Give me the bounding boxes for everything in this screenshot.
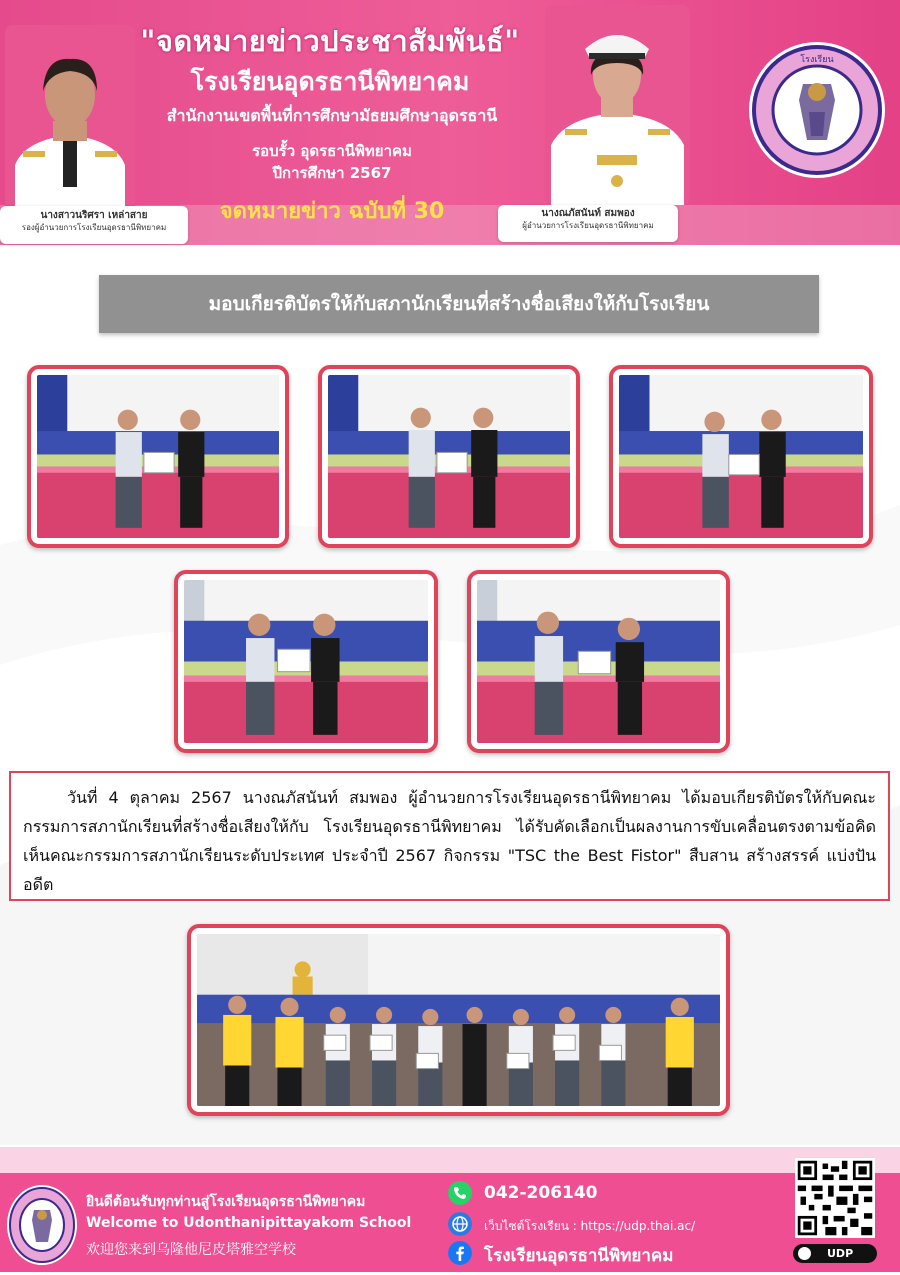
footer-top-band: [0, 1147, 900, 1175]
welcome-chinese: 欢迎您来到乌隆他尼皮塔雅空学校: [86, 1242, 296, 1258]
svg-text:โรงเรียน: โรงเรียน: [800, 55, 834, 65]
director-name: นางณภัสนันท์ สมพอง: [541, 208, 635, 219]
globe-icon: [448, 1212, 472, 1236]
education-office: สำนักงานเขตพื้นที่การศึกษามัธยมศึกษาอุดรธานี: [166, 106, 498, 125]
group-photo: [187, 924, 730, 1116]
mobile-icon: [798, 1247, 811, 1260]
newsletter-header: [0, 0, 900, 245]
facebook-icon: [448, 1241, 472, 1265]
award-photo-3: [609, 365, 873, 548]
welcome-english: Welcome to Udonthanipittayakom School: [86, 1215, 412, 1231]
school-name: โรงเรียนอุดรธานีพิทยาคม: [190, 67, 470, 96]
award-photo-4: [174, 570, 438, 753]
award-photo-5: [467, 570, 730, 753]
school-seal-icon: [747, 40, 887, 180]
phone-icon: [448, 1181, 472, 1205]
director-role: ผู้อำนวยการโรงเรียนอุดรธานีพิทยาคม: [522, 221, 654, 230]
column-name: รอบรั้ว อุดรธานีพิทยาคม: [252, 142, 412, 160]
website-url: เว็บไซต์โรงเรียน : https://udp.thai.ac/: [484, 1219, 696, 1233]
qr-label-badge: [793, 1244, 877, 1263]
news-body-text: วันที่ 4 ตุลาคม 2567 นางณภัสนันท์ สมพอง ผู้อำนวยการโรงเรียนอุดรธานีพิทยาคม ได้มอบเกียรติบัตรให้กับคณะกรรมการสภานักเรียนที่สร้างชื่อเสียงให้กับ โรงเรียนอุดรธานีพิทยาคม ได้รับคัดเลือกเป็นผลงานการขับเคลื่อนตรงตามข้อคิดเห็นคณะกรรมการสภานักเรียนระดับประเทศ ประจำปี 2567 กิจกรรม "TSC the Best Fistor" สืบสาน สร้างสรรค์ แบ่งปันอดีต: [23, 788, 876, 894]
news-body: [9, 771, 890, 901]
director-portrait: [545, 5, 690, 205]
facebook-page: โรงเรียนอุดรธานีพิทยาคม: [484, 1246, 674, 1266]
deputy-name: นางสาวนริศรา เหล่าสาย: [40, 210, 148, 221]
academic-year: ปีการศึกษา 2567: [272, 164, 392, 182]
issue-number: จดหมายข่าว ฉบับที่ 30: [219, 199, 445, 224]
section-heading: มอบเกียรติบัตรให้กับสภานักเรียนที่สร้างชื่อเสียงให้กับโรงเรียน: [99, 275, 819, 333]
deputy-role: รองผู้อำนวยการโรงเรียนอุดรธานีพิทยาคม: [21, 223, 167, 232]
award-photo-2: [318, 365, 580, 548]
school-seal-icon: [6, 1184, 78, 1266]
welcome-thai: ยินดีต้อนรับทุกท่านสู่โรงเรียนอุดรธานีพิทยาคม: [86, 1194, 366, 1210]
qr-code-icon[interactable]: [795, 1158, 875, 1238]
phone-number: 042-206140: [484, 1183, 598, 1203]
qr-label: UDP: [827, 1247, 854, 1260]
newsletter-title: "จดหมายข่าวประชาสัมพันธ์": [140, 24, 520, 58]
award-photo-1: [27, 365, 289, 548]
footer: [0, 1147, 900, 1272]
